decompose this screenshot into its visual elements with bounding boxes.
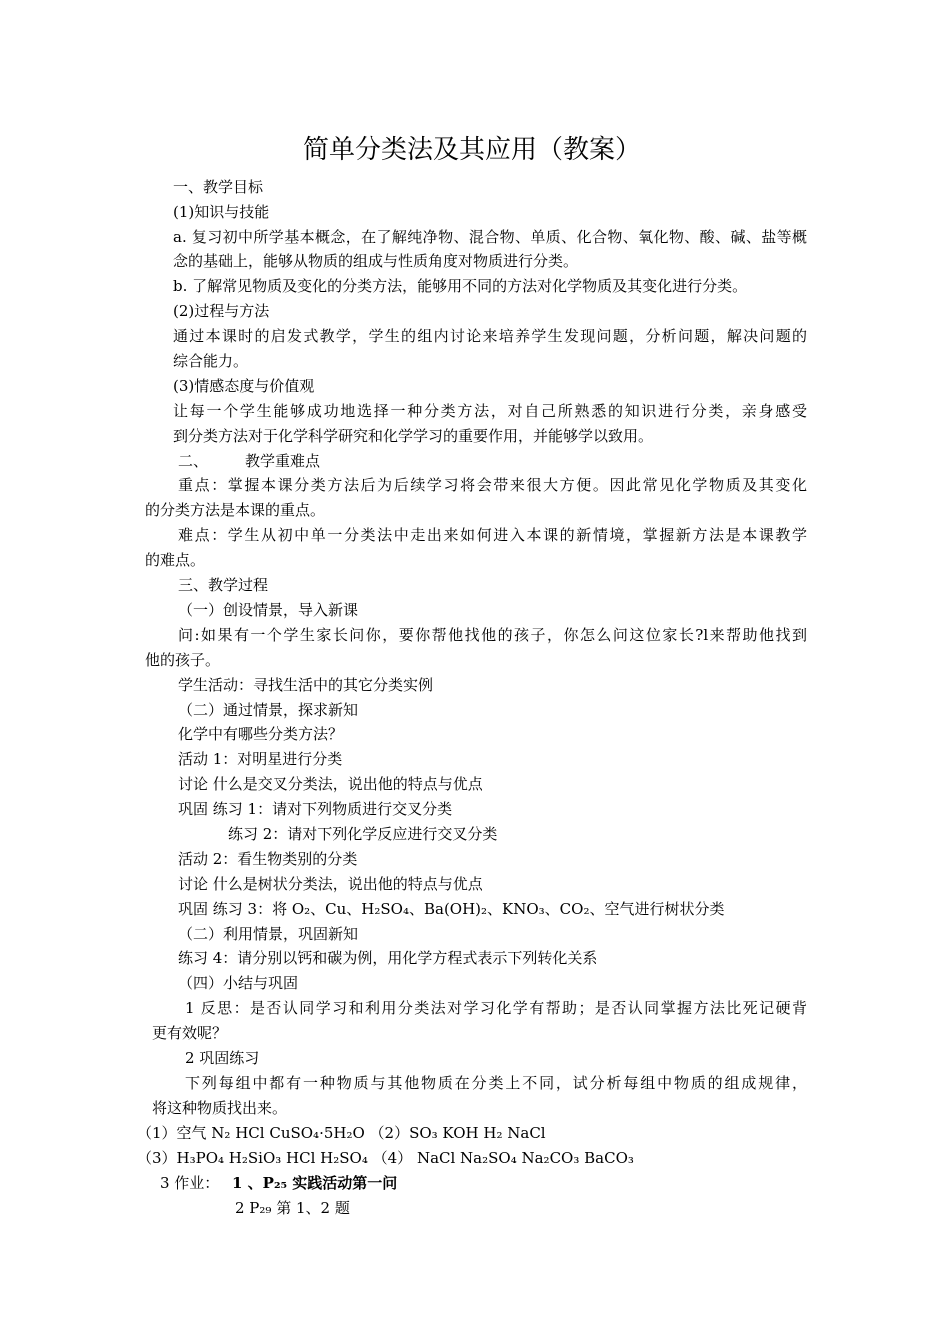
paragraph-line: 到分类方法对于化学科学研究和化学学习的重要作用，并能够学以致用。 [173,427,654,445]
section-key-points-heading: 教学重难点 [245,452,321,470]
paragraph-line: 讨论 什么是交叉分类法，说出他的特点与优点 [178,775,483,793]
exercise-groups-line: （1）空气 N₂ HCl CuSO₄·5H₂O （2）SO₃ KOH H₂ NaCl [137,1124,546,1142]
subsection-knowledge-heading: (1)知识与技能 [173,203,270,221]
subsection-process-heading: (2)过程与方法 [173,302,270,320]
subsection-attitude-heading: (3)情感态度与价值观 [173,377,315,395]
paragraph-line: 的分类方法是本课的重点。 [145,501,326,519]
paragraph-line: 练习 4：请分别以钙和碳为例，用化学方程式表示下列转化关系 [178,949,598,967]
paragraph-line: 学生活动：寻找生活中的其它分类实例 [178,676,434,694]
paragraph-line: 活动 1：对明星进行分类 [178,750,343,768]
paragraph-line: 讨论 什么是树状分类法，说出他的特点与优点 [178,875,483,893]
paragraph-line: 巩固 练习 1：请对下列物质进行交叉分类 [178,800,453,818]
paragraph-line: 综合能力。 [173,352,249,370]
page-title: 简单分类法及其应用（教案） [303,135,642,165]
paragraph-line: 让每一个学生能够成功地选择一种分类方法，对自己所熟悉的知识进行分类，亲身感受 [173,402,807,420]
paragraph-line: 重点：掌握本课分类方法后为后续学习将会带来很大方便。因此常见化学物质及其变化 [178,476,807,494]
paragraph-line: 难点：学生从初中单一分类法中走出来如何进入本课的新情境，掌握新方法是本课教学 [178,526,807,544]
paragraph-line: 练习 2：请对下列化学反应进行交叉分类 [228,825,498,843]
paragraph-line: 将这种物质找出来。 [152,1099,288,1117]
paragraph-line: 他的孩子。 [145,651,221,669]
paragraph-line: 巩固 练习 3：将 O₂、Cu、H₂SO₄、Ba(OH)₂、KNO₃、CO₂、空气进行树状分类 [178,900,725,918]
paragraph-line: 1 反思：是否认同学习和利用分类法对学习化学有帮助；是否认同掌握方法比死记硬背 [185,999,807,1017]
step-heading: （二）通过情景，探求新知 [178,701,359,719]
section-process-heading: 三、教学过程 [178,576,269,594]
step-heading: （二）利用情景，巩固新知 [178,925,359,943]
paragraph-line: 活动 2：看生物类别的分类 [178,850,358,868]
paragraph-line: b. 了解常见物质及变化的分类方法，能够用不同的方法对化学物质及其变化进行分类。 [173,277,748,295]
paragraph-line: 下列每组中都有一种物质与其他物质在分类上不同，试分析每组中物质的组成规律， [185,1074,807,1092]
homework-item: 2 P₂₉ 第 1、2 题 [235,1199,350,1217]
section-objectives-heading: 一、教学目标 [173,178,264,196]
homework-label: 3 作业： [160,1174,220,1192]
paragraph-line: 通过本课时的启发式教学，学生的组内讨论来培养学生发现问题，分析问题，解决问题的 [173,327,807,345]
paragraph-line: 的难点。 [145,551,206,569]
paragraph-line: 念的基础上，能够从物质的组成与性质角度对物质进行分类。 [173,252,579,270]
paragraph-line: 2 巩固练习 [185,1049,260,1067]
paragraph-line: a. 复习初中所学基本概念，在了解纯净物、混合物、单质、化合物、氧化物、酸、碱、盐等概 [173,228,807,246]
paragraph-line: 更有效呢？ [152,1024,228,1042]
paragraph-line: 问:如果有一个学生家长问你，要你帮他找他的孩子，你怎么问这位家长?l来帮助他找到 [178,626,807,644]
paragraph-line: 化学中有哪些分类方法？ [178,725,344,743]
section-key-points-number: 二、 [178,452,209,470]
step-heading: （一）创设情景，导入新课 [178,601,359,619]
step-heading: （四）小结与巩固 [178,974,299,992]
exercise-groups-line: （3）H₃PO₄ H₂SiO₃ HCl H₂SO₄ （4） NaCl Na₂SO₄ Na₂CO₃ BaCO₃ [137,1149,634,1167]
homework-item: 1 、P₂₅ 实践活动第一问 [232,1174,398,1192]
